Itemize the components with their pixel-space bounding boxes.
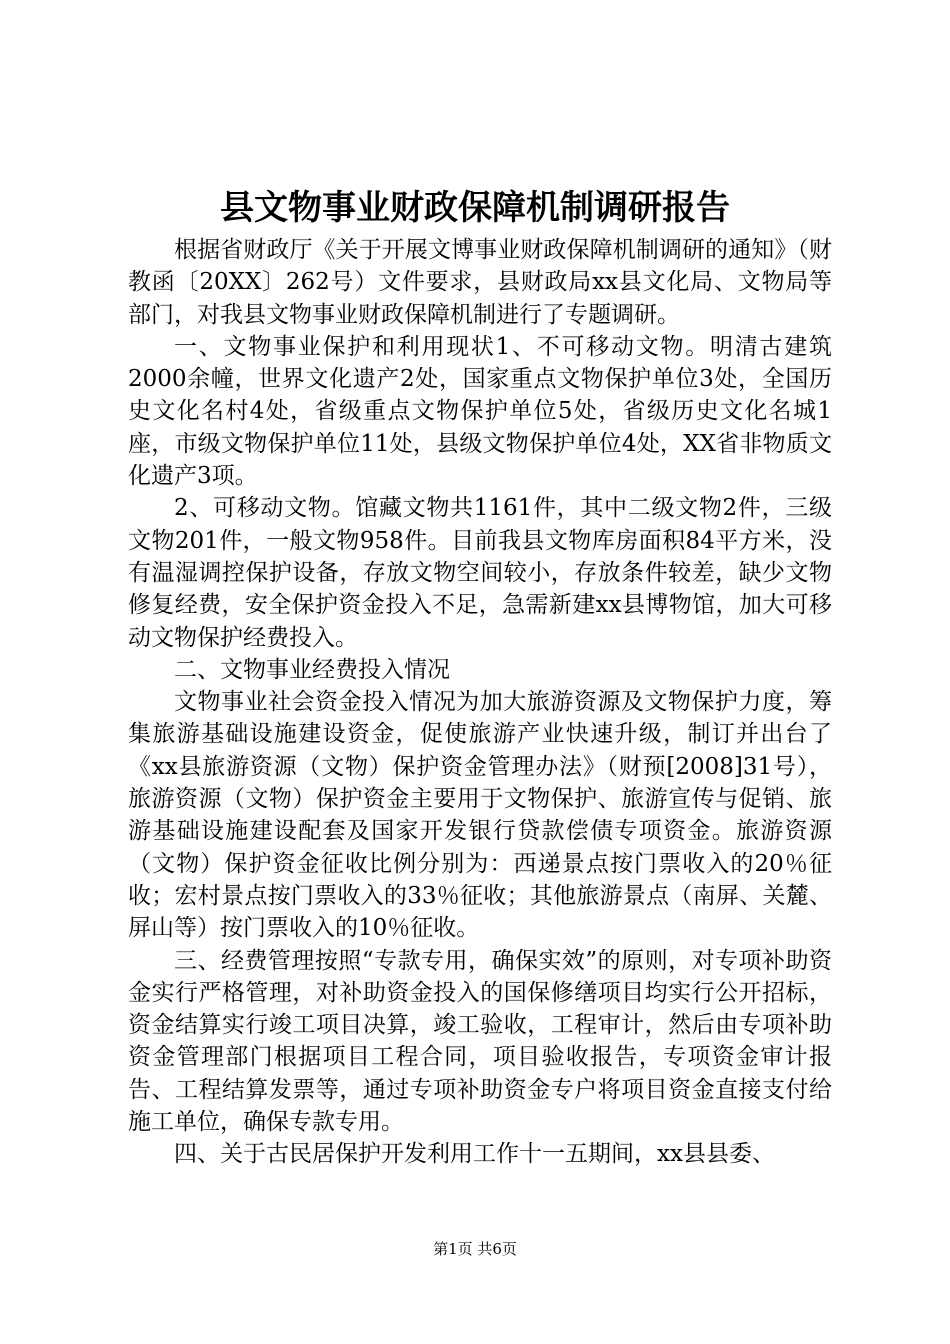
paragraph-section-1: 一、文物事业保护和利用现状1、不可移动文物。明清古建筑2000余幢，世界文化遗产2处，国家重点文物保护单位3处，全国历史文化名村4处，省级重点文物保护单位5处，省级历史文化名城1座，市级文物保护单位11处，县级文物保护单位4处，XX省非物质文化遗产3项。 <box>128 333 832 490</box>
page-footer: 第1页 共6页 <box>433 1240 517 1258</box>
paragraph-movable-relics: 2、可移动文物。馆藏文物共1161件，其中二级文物2件，三级文物201件，一般文物958件。目前我县文物库房面积84平方米，没有温湿调控保护设备，存放文物空间较小，存放条件较差，缺少文物修复经费，安全保护资金投入不足，急需新建xx县博物馆，加大可移动文物保护经费投入。 <box>128 495 832 651</box>
paragraph-section-3: 三、经费管理按照“专款专用，确保实效”的原则，对专项补助资金实行严格管理，对补助资金投入的国保修缮项目均实行公开招标，资金结算实行竣工项目决算，竣工验收，工程审计，然后由专项补助资金管理部门根据项目工程合同，项目验收报告，专项资金审计报告、工程结算发票等，通过专项补助资金专户将项目资金直接支付给施工单位，确保专款专用。 <box>128 947 832 1136</box>
paragraph-funding: 文物事业社会资金投入情况为加大旅游资源及文物保护力度，筹集旅游基础设施建设资金，促使旅游产业快速升级，制订并出台了《xx县旅游资源（文物）保护资金管理办法》（财预[2008]31号），旅游资源（文物）保护资金主要用于文物保护、旅游宣传与促销、旅游基础设施建设配套及国家开发银行贷款偿债专项资金。旅游资源（文物）保护资金征收比例分别为：西递景点按门票收入的20％征收；宏村景点按门票收入的33％征收；其他旅游景点（南屏、关麓、屏山等）按门票收入的10％征收。 <box>128 689 832 942</box>
document-title: 县文物事业财政保障机制调研报告 <box>220 188 730 228</box>
paragraph-intro: 根据省财政厅《关于开展文博事业财政保障机制调研的通知》（财教函〔20XX〕262号）文件要求，县财政局xx县文化局、文物局等部门，对我县文物事业财政保障机制进行了专题调研。 <box>128 237 832 328</box>
paragraph-section-4: 四、关于古民居保护开发利用工作十一五期间，xx县县委、 <box>174 1141 775 1168</box>
document-body <box>128 234 832 1171</box>
paragraph-section-2-heading: 二、文物事业经费投入情况 <box>174 656 450 683</box>
